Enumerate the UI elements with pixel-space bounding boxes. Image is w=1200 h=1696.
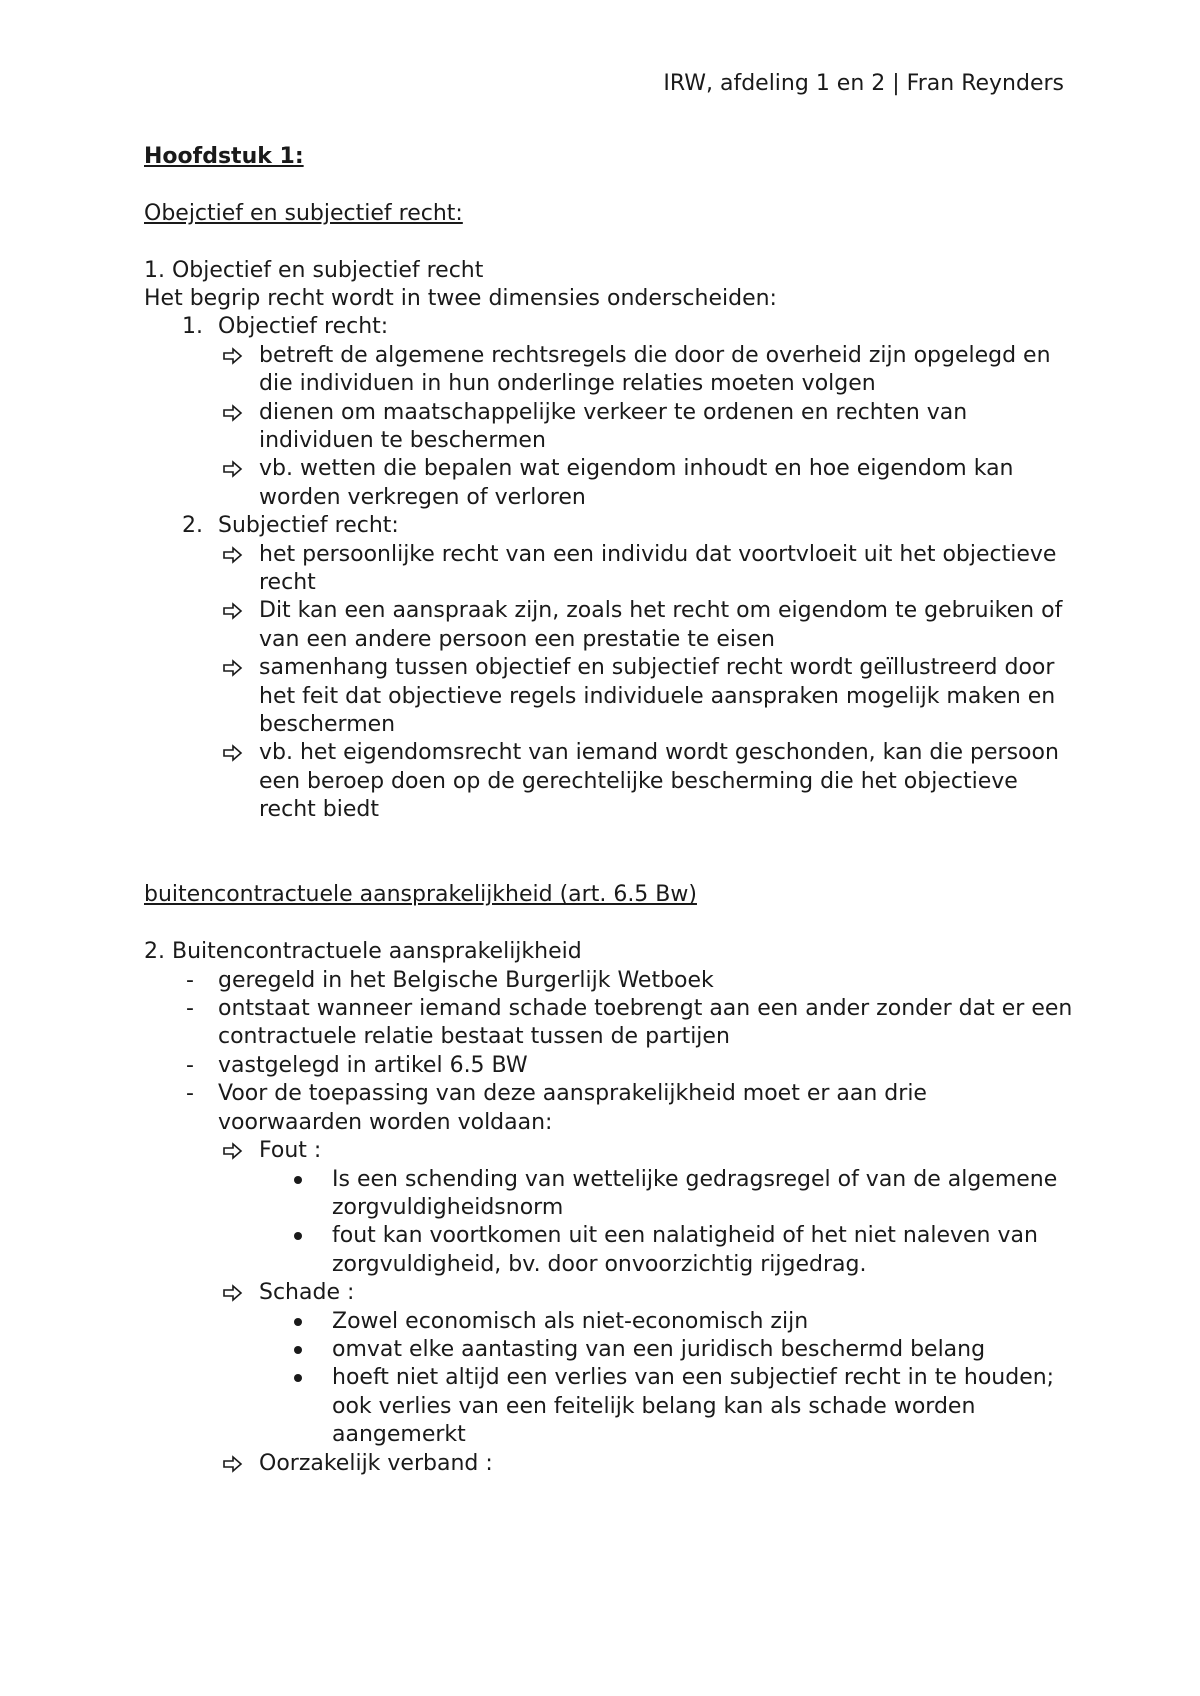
bullet-icon	[294, 1374, 302, 1382]
arrow-right-icon	[222, 600, 244, 622]
numbered-list	[144, 313, 1074, 824]
list-item	[144, 1222, 1074, 1279]
list-item	[144, 541, 1074, 598]
list-item-text: betreft de algemene rechtsregels die door de overheid zijn opgelegd en die individuen in hun onderlinge relaties moeten volgen	[259, 342, 1051, 397]
arrow-right-icon	[222, 544, 244, 566]
list-item-text: Dit kan een aanspraak zijn, zoals het recht om eigendom te gebruiken of van een andere persoon een prestatie te eisen	[259, 598, 1063, 652]
list-item-objectief	[144, 313, 1074, 341]
list-item-text: fout kan voortkomen uit een nalatigheid of het niet naleven van zorgvuldigheid, bv. door onvoorzichtig rijgedrag.	[332, 1223, 1038, 1277]
dash-marker: -	[186, 1052, 194, 1078]
arrow-right-icon	[222, 657, 244, 679]
list-item-text: vb. wetten die bepalen wat eigendom inhoudt en hoe eigendom kan worden verkregen of verloren	[259, 456, 1014, 510]
condition-fout	[144, 1137, 1074, 1165]
arrow-right-icon	[222, 1453, 244, 1475]
list-item-text: geregeld in het Belgische Burgerlijk Wetboek	[218, 967, 714, 993]
list-item	[144, 654, 1074, 739]
list-item	[144, 995, 1074, 1052]
bullet-icon	[294, 1176, 302, 1184]
condition-label: Fout :	[259, 1138, 322, 1164]
list-item	[144, 1080, 1074, 1137]
list-item	[144, 739, 1074, 824]
arrow-right-icon	[222, 1282, 244, 1304]
list-item-text: dienen om maatschappelijke verkeer te ordenen en rechten van individuen te beschermen	[259, 399, 968, 453]
arrow-right-icon	[222, 1140, 244, 1162]
condition-schade	[144, 1279, 1074, 1307]
list-item	[144, 1308, 1074, 1336]
arrow-right-icon	[222, 458, 244, 480]
list-item-label: Objectief recht:	[218, 314, 389, 340]
list-item-text: omvat elke aantasting van een juridisch beschermd belang	[332, 1336, 986, 1362]
list-item	[144, 342, 1074, 399]
condition-oorzakelijk-verband	[144, 1450, 1074, 1478]
list-item	[144, 597, 1074, 654]
list-item-text: hoeft niet altijd een verlies van een subjectief recht in te houden; ook verlies van een feitelijk belang kan als schade worden aangemerkt	[332, 1365, 1055, 1448]
list-item-text: samenhang tussen objectief en subjectief recht wordt geïllustreerd door het feit dat objectieve regels individuele aanspraken mogelijk maken en beschermen	[259, 655, 1056, 738]
section-heading-2: buitencontractuele aansprakelijkheid (art. 6.5 Bw)	[144, 882, 697, 908]
list-item	[144, 1166, 1074, 1223]
arrow-right-icon	[222, 742, 244, 764]
section1-intro: Het begrip recht wordt in twee dimensies onderscheiden:	[144, 285, 777, 311]
section-heading-1: Obejctief en subjectief recht:	[144, 200, 463, 226]
list-number: 2.	[182, 513, 203, 539]
bullet-icon	[294, 1318, 302, 1326]
list-item	[144, 455, 1074, 512]
document-body	[144, 143, 1074, 1478]
list-item-text: vb. het eigendomsrecht van iemand wordt geschonden, kan die persoon een beroep doen op de gerechtelijke bescherming die het objectieve recht biedt	[259, 740, 1059, 823]
list-item	[144, 399, 1074, 456]
list-item	[144, 1336, 1074, 1364]
dash-marker: -	[186, 1081, 194, 1107]
bullet-icon	[294, 1346, 302, 1354]
chapter-title: Hoofdstuk 1:	[144, 144, 304, 169]
list-item	[144, 1364, 1074, 1449]
condition-label: Schade :	[259, 1280, 355, 1306]
condition-label: Oorzakelijk verband :	[259, 1450, 493, 1476]
list-item-text: Zowel economisch als niet-economisch zijn	[332, 1308, 809, 1334]
section1-title: 1. Objectief en subjectief recht	[144, 257, 484, 283]
list-item-label: Subjectief recht:	[218, 513, 399, 539]
arrow-right-icon	[222, 345, 244, 367]
list-item	[144, 1052, 1074, 1080]
dash-marker: -	[186, 967, 194, 993]
list-item-text: het persoonlijke recht van een individu dat voortvloeit uit het objectieve recht	[259, 541, 1057, 596]
list-item	[144, 967, 1074, 995]
page-header: IRW, afdeling 1 en 2 | Fran Reynders	[663, 71, 1064, 96]
list-item-text: Voor de toepassing van deze aansprakelijkheid moet er aan drie voorwaarden worden voldaan:	[218, 1081, 927, 1135]
arrow-right-icon	[222, 402, 244, 424]
bullet-icon	[294, 1232, 302, 1240]
dash-list	[144, 967, 1074, 1478]
dash-marker: -	[186, 996, 194, 1022]
list-item-text: vastgelegd in artikel 6.5 BW	[218, 1052, 528, 1078]
list-item-text: ontstaat wanneer iemand schade toebrengt aan een ander zonder dat er een contractuele relatie bestaat tussen de partijen	[218, 996, 1073, 1050]
list-number: 1.	[182, 314, 203, 340]
section2-title: 2. Buitencontractuele aansprakelijkheid	[144, 939, 582, 965]
list-item-text: Is een schending van wettelijke gedragsregel of van de algemene zorgvuldigheidsnorm	[332, 1166, 1058, 1220]
list-item-subjectief	[144, 512, 1074, 540]
